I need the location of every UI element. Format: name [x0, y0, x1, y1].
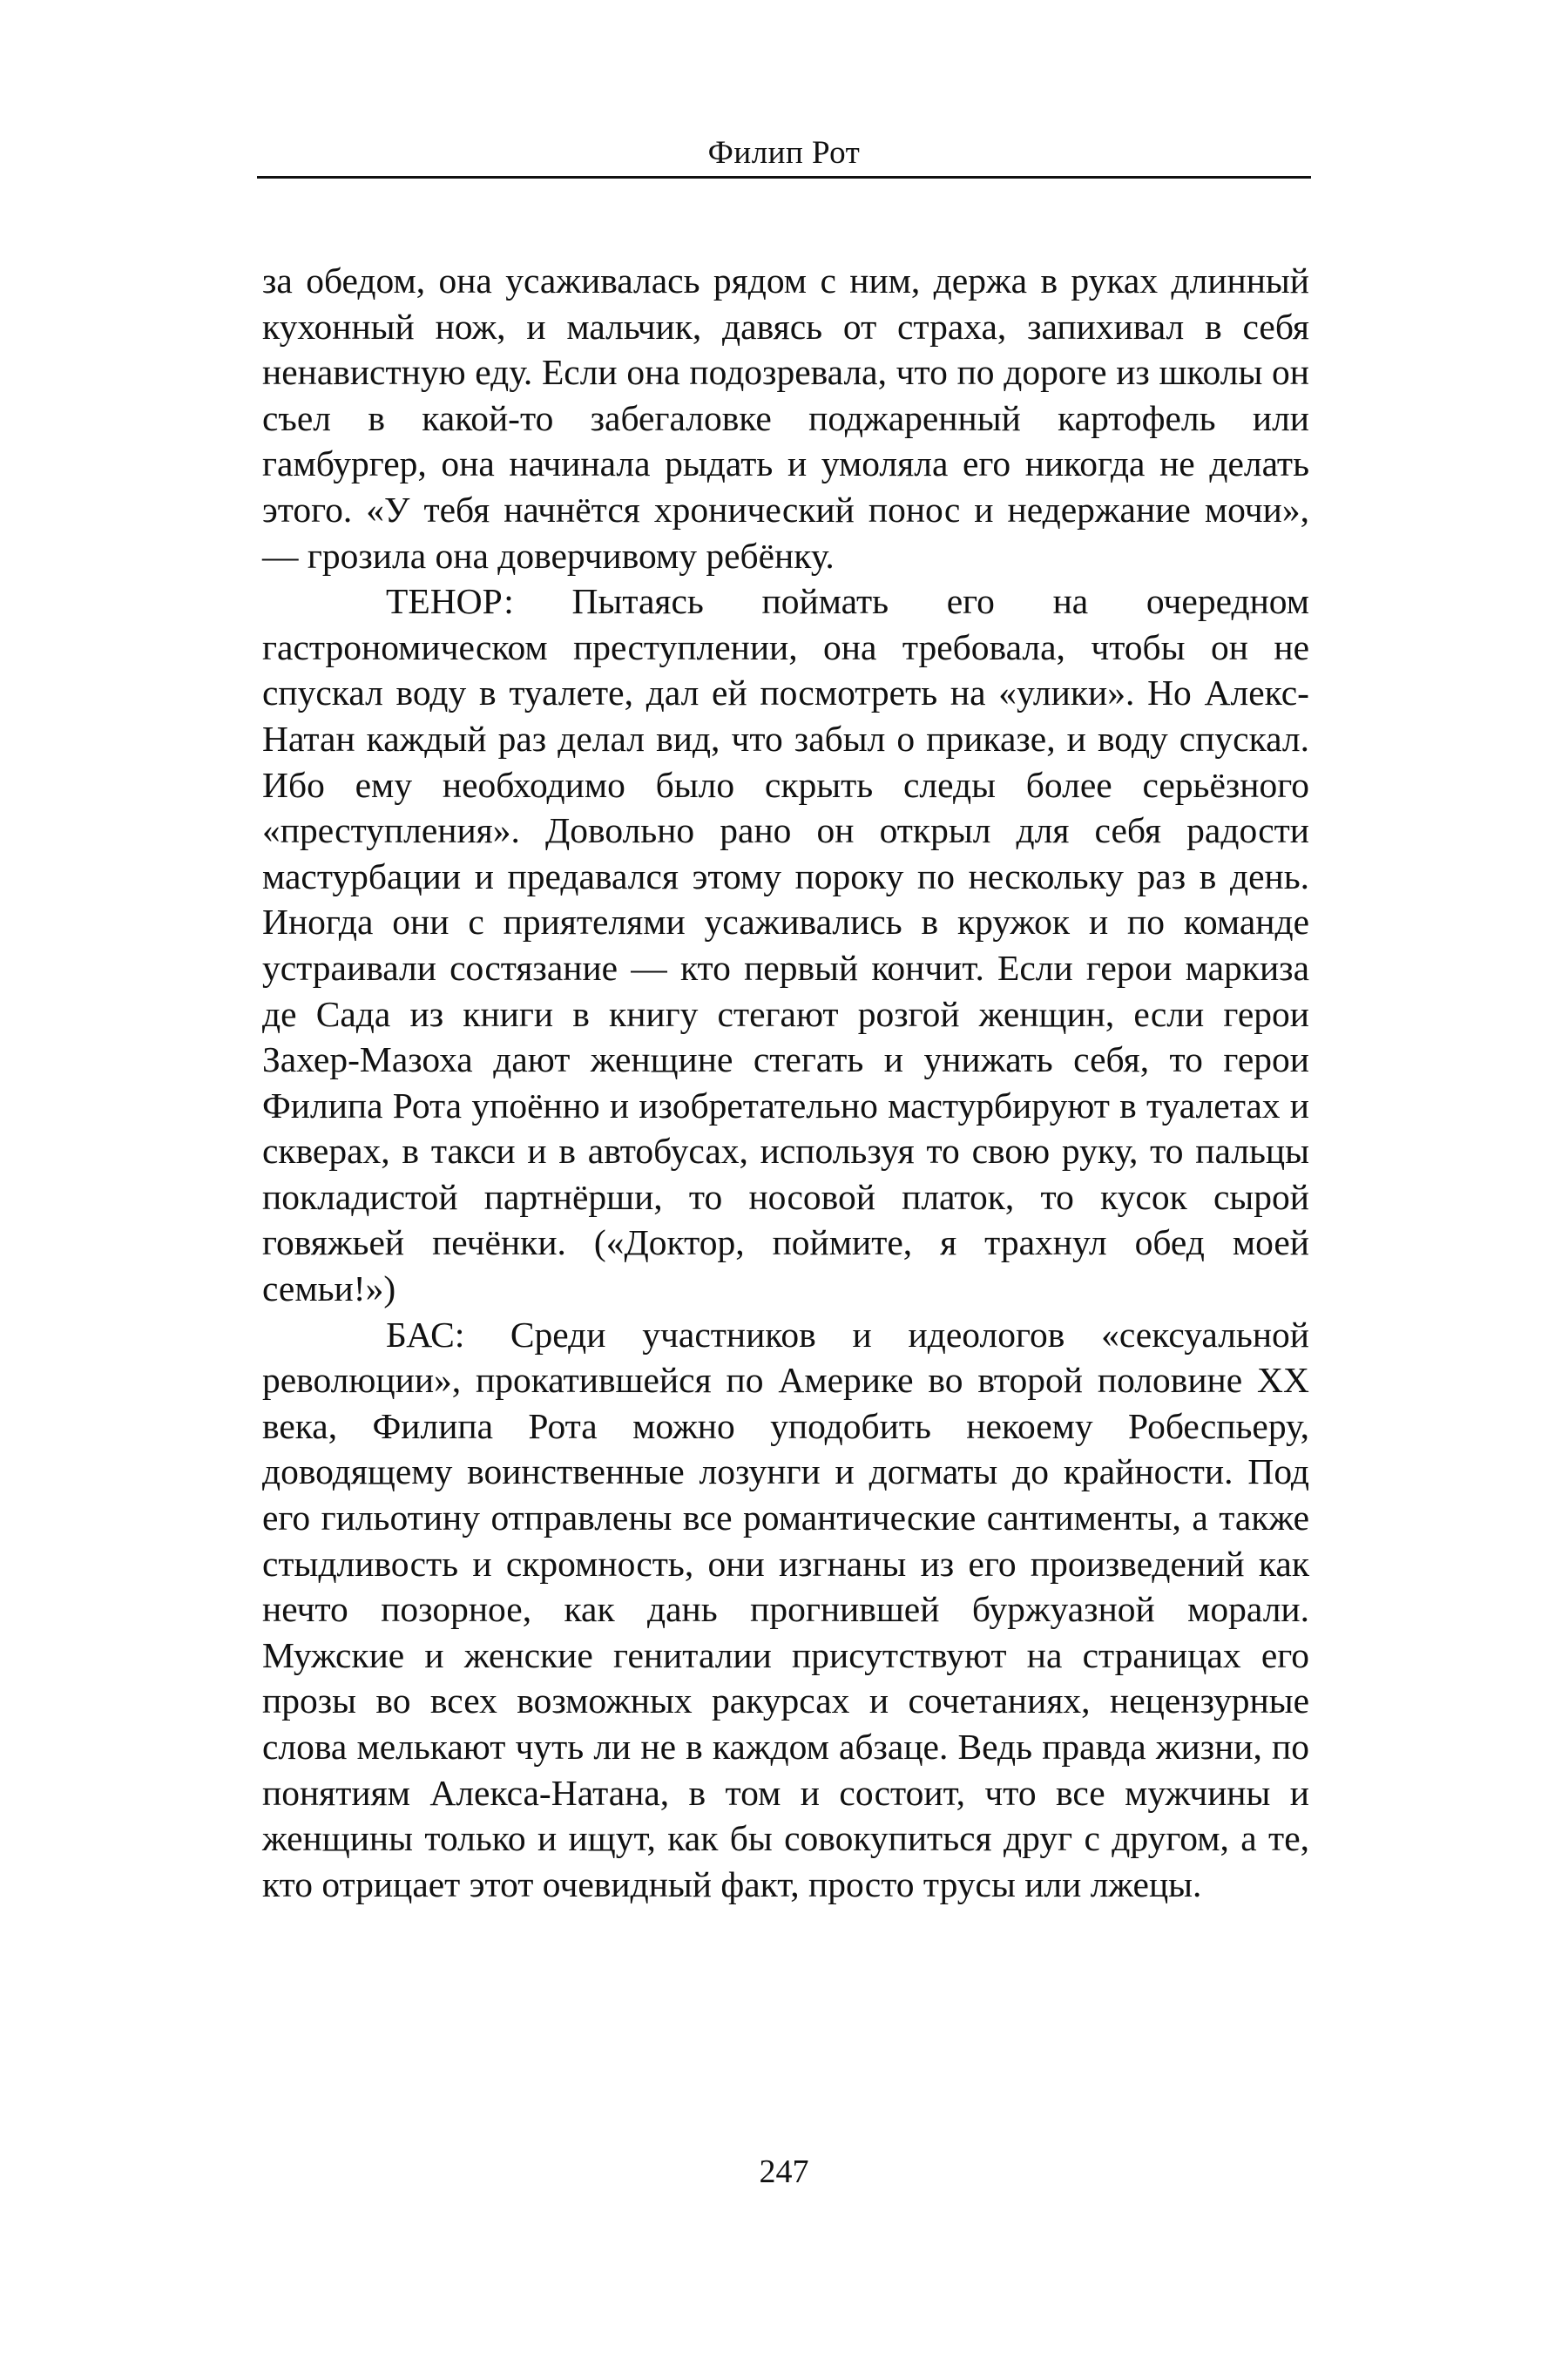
paragraph-text: Пытаясь поймать его на очередном гастрономическом преступлении, она требовала, чтобы он не спускал воду в туалете, дал ей посмотреть на «улики». Но Алекс-Натан каждый раз делал вид, что забыл о приказе, и воду спускал. Ибо ему необходимо было скрыть следы более серьёзного «преступления». Довольно рано он открыл для себя радости мастурбации и предавался этому пороку по нескольку раз в день. Иногда они с приятелями усаживались в кружок и по команде устраивали состязание — кто первый кончит. Если герои маркиза де Сада из книги в книгу стегают розгой женщин, если герои Захер-Мазоха дают женщине стегать и унижать себя, то герои Филипа Рота упоённо и изобретательно мастурбируют в туалетах и скверах, в такси и в автобусах, используя то свою руку, то пальцы покладистой партнёрши, то носовой платок, то кусок сырой говяжьей печёнки. («Доктор, поймите, я трахнул обед моей семьи!»)	[262, 581, 1310, 1309]
paragraph-continuation	[262, 258, 1309, 578]
paragraph-text: за обедом, она усаживалась рядом с ним, держа в руках длинный кухонный нож, и мальчик, давясь от страха, запихивал в себя ненавистную еду. Если она подозревала, что по дороге из школы он съел в какой-то забегаловке поджаренный картофель или гамбургер, она начинала рыдать и умоляла его никогда не делать этого. «У тебя начнётся хронический понос и недержание мочи», — грозила она доверчивому ребёнку.	[262, 260, 1309, 576]
speaker-label-tenor: ТЕНОР:	[386, 581, 514, 622]
header-rule	[257, 176, 1311, 179]
speaker-label-bass: БАС:	[386, 1314, 465, 1355]
paragraph-text: Среди участников и идеологов «сексуальной революции», прокатившейся по Америке во второй половине XX века, Филипа Рота можно уподобить некоему Робеспьеру, доводящему воинственные лозунги и догматы до крайности. Под его гильотину отправлены все романтические сантименты, а также стыдливость и скромность, они изгнаны из его произведений как нечто позорное, как дань прогнившей буржуазной морали. Мужские и женские гениталии присутствуют на страницах его прозы во всех возможных ракурсах и сочетаниях, нецензурные слова мелькают чуть ли не в каждом абзаце. Ведь правда жизни, по понятиям Алекса-Натана, в том и состоит, что все мужчины и женщины только и ищут, как бы совокупиться друг с другом, а те, кто отрицает этот очевидный факт, просто трусы или лжецы.	[262, 1314, 1309, 1904]
paragraph-bass	[262, 1312, 1309, 1908]
running-title: Филип Рот	[707, 135, 861, 171]
paragraph-tenor	[262, 578, 1309, 1312]
page-body	[262, 258, 1309, 1907]
page-number: 247	[759, 2154, 809, 2190]
